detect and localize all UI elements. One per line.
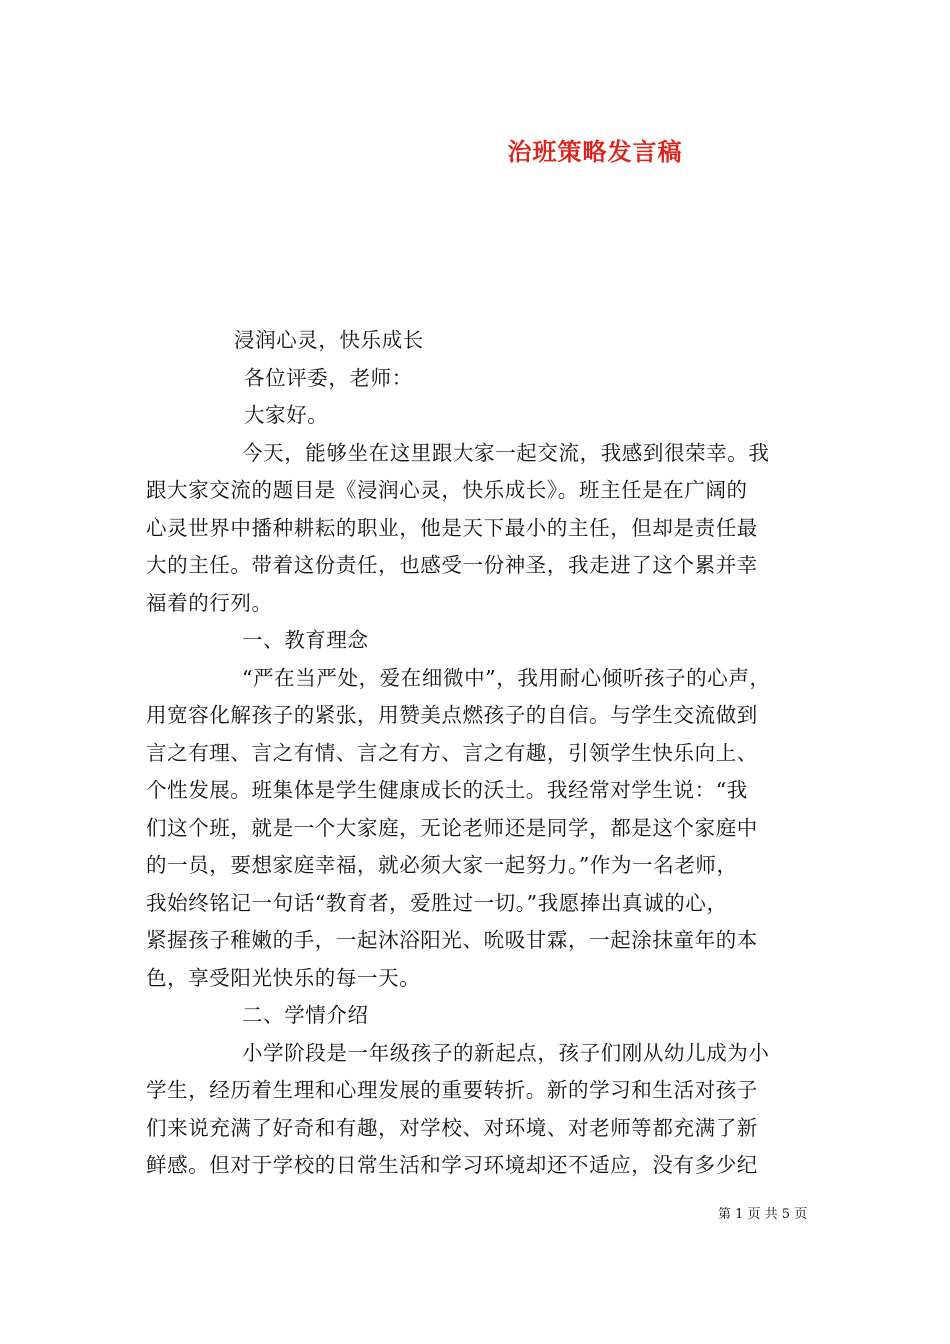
- paragraph-line: 鲜感。但对于学校的日常生活和学习环境却还不适应，没有多少纪: [146, 1153, 758, 1177]
- section-heading-student-situation: 二、学情介绍: [242, 1003, 369, 1027]
- paragraph-line: 紧握孩子稚嫩的手，一起沐浴阳光、吮吸甘霖，一起涂抹童年的本: [146, 928, 758, 952]
- paragraph-line: 学生，经历着生理和心理发展的重要转折。新的学习和生活对孩子: [146, 1078, 758, 1102]
- paragraph-line: 用宽容化解孩子的紧张，用赞美点燃孩子的自信。与学生交流做到: [146, 703, 758, 727]
- paragraph-line: 我始终铭记一句话“教育者，爱胜过一切。”我愿捧出真诚的心，: [146, 890, 728, 915]
- salutation: 各位评委，老师：: [244, 365, 413, 390]
- paragraph-line: 小学阶段是一年级孩子的新起点，孩子们刚从幼儿成为小: [242, 1040, 770, 1065]
- speech-subtitle: 浸润心灵，快乐成长: [234, 328, 424, 352]
- paragraph-line: 福着的行列。: [146, 590, 273, 615]
- intro-paragraph: [146, 435, 806, 623]
- paragraph-line: 大的主任。带着这份责任，也感受一份神圣，我走进了这个累并幸: [146, 553, 758, 577]
- document-title: 治班策略发言稿: [507, 137, 683, 166]
- paragraph-line: “严在当严处，爱在细微中”，我用耐心倾听孩子的心声，: [242, 665, 771, 690]
- student-situation-paragraph: [146, 1035, 806, 1185]
- paragraph-line: 色，享受阳光快乐的每一天。: [146, 965, 421, 990]
- paragraph-line: 们这个班，就是一个大家庭，无论老师还是同学，都是这个家庭中: [146, 815, 758, 840]
- paragraph-line: 言之有理、言之有情、言之有方、言之有趣，引领学生快乐向上、: [146, 740, 758, 765]
- education-philosophy-paragraph: [146, 660, 806, 998]
- paragraph-line: 的一员，要想家庭幸福，就必须大家一起努力。”作为一名老师，: [146, 853, 738, 877]
- paragraph-line: 个性发展。班集体是学生健康成长的沃土。我经常对学生说：“我: [146, 778, 748, 802]
- paragraph-line: 心灵世界中播种耕耘的职业，他是天下最小的主任，但却是责任最: [146, 515, 758, 540]
- paragraph-line: 跟大家交流的题目是《浸润心灵，快乐成长》。班主任是在广阔的: [146, 478, 748, 502]
- section-heading-education-philosophy: 一、教育理念: [242, 628, 369, 652]
- page-number: 第 1 页 共 5 页: [718, 1207, 808, 1222]
- paragraph-line: 今天，能够坐在这里跟大家一起交流，我感到很荣幸。我: [242, 440, 770, 465]
- document-body: [146, 322, 806, 1185]
- greeting: 大家好。: [244, 403, 329, 427]
- paragraph-line: 们来说充满了好奇和有趣，对学校、对环境、对老师等都充满了新: [146, 1115, 758, 1140]
